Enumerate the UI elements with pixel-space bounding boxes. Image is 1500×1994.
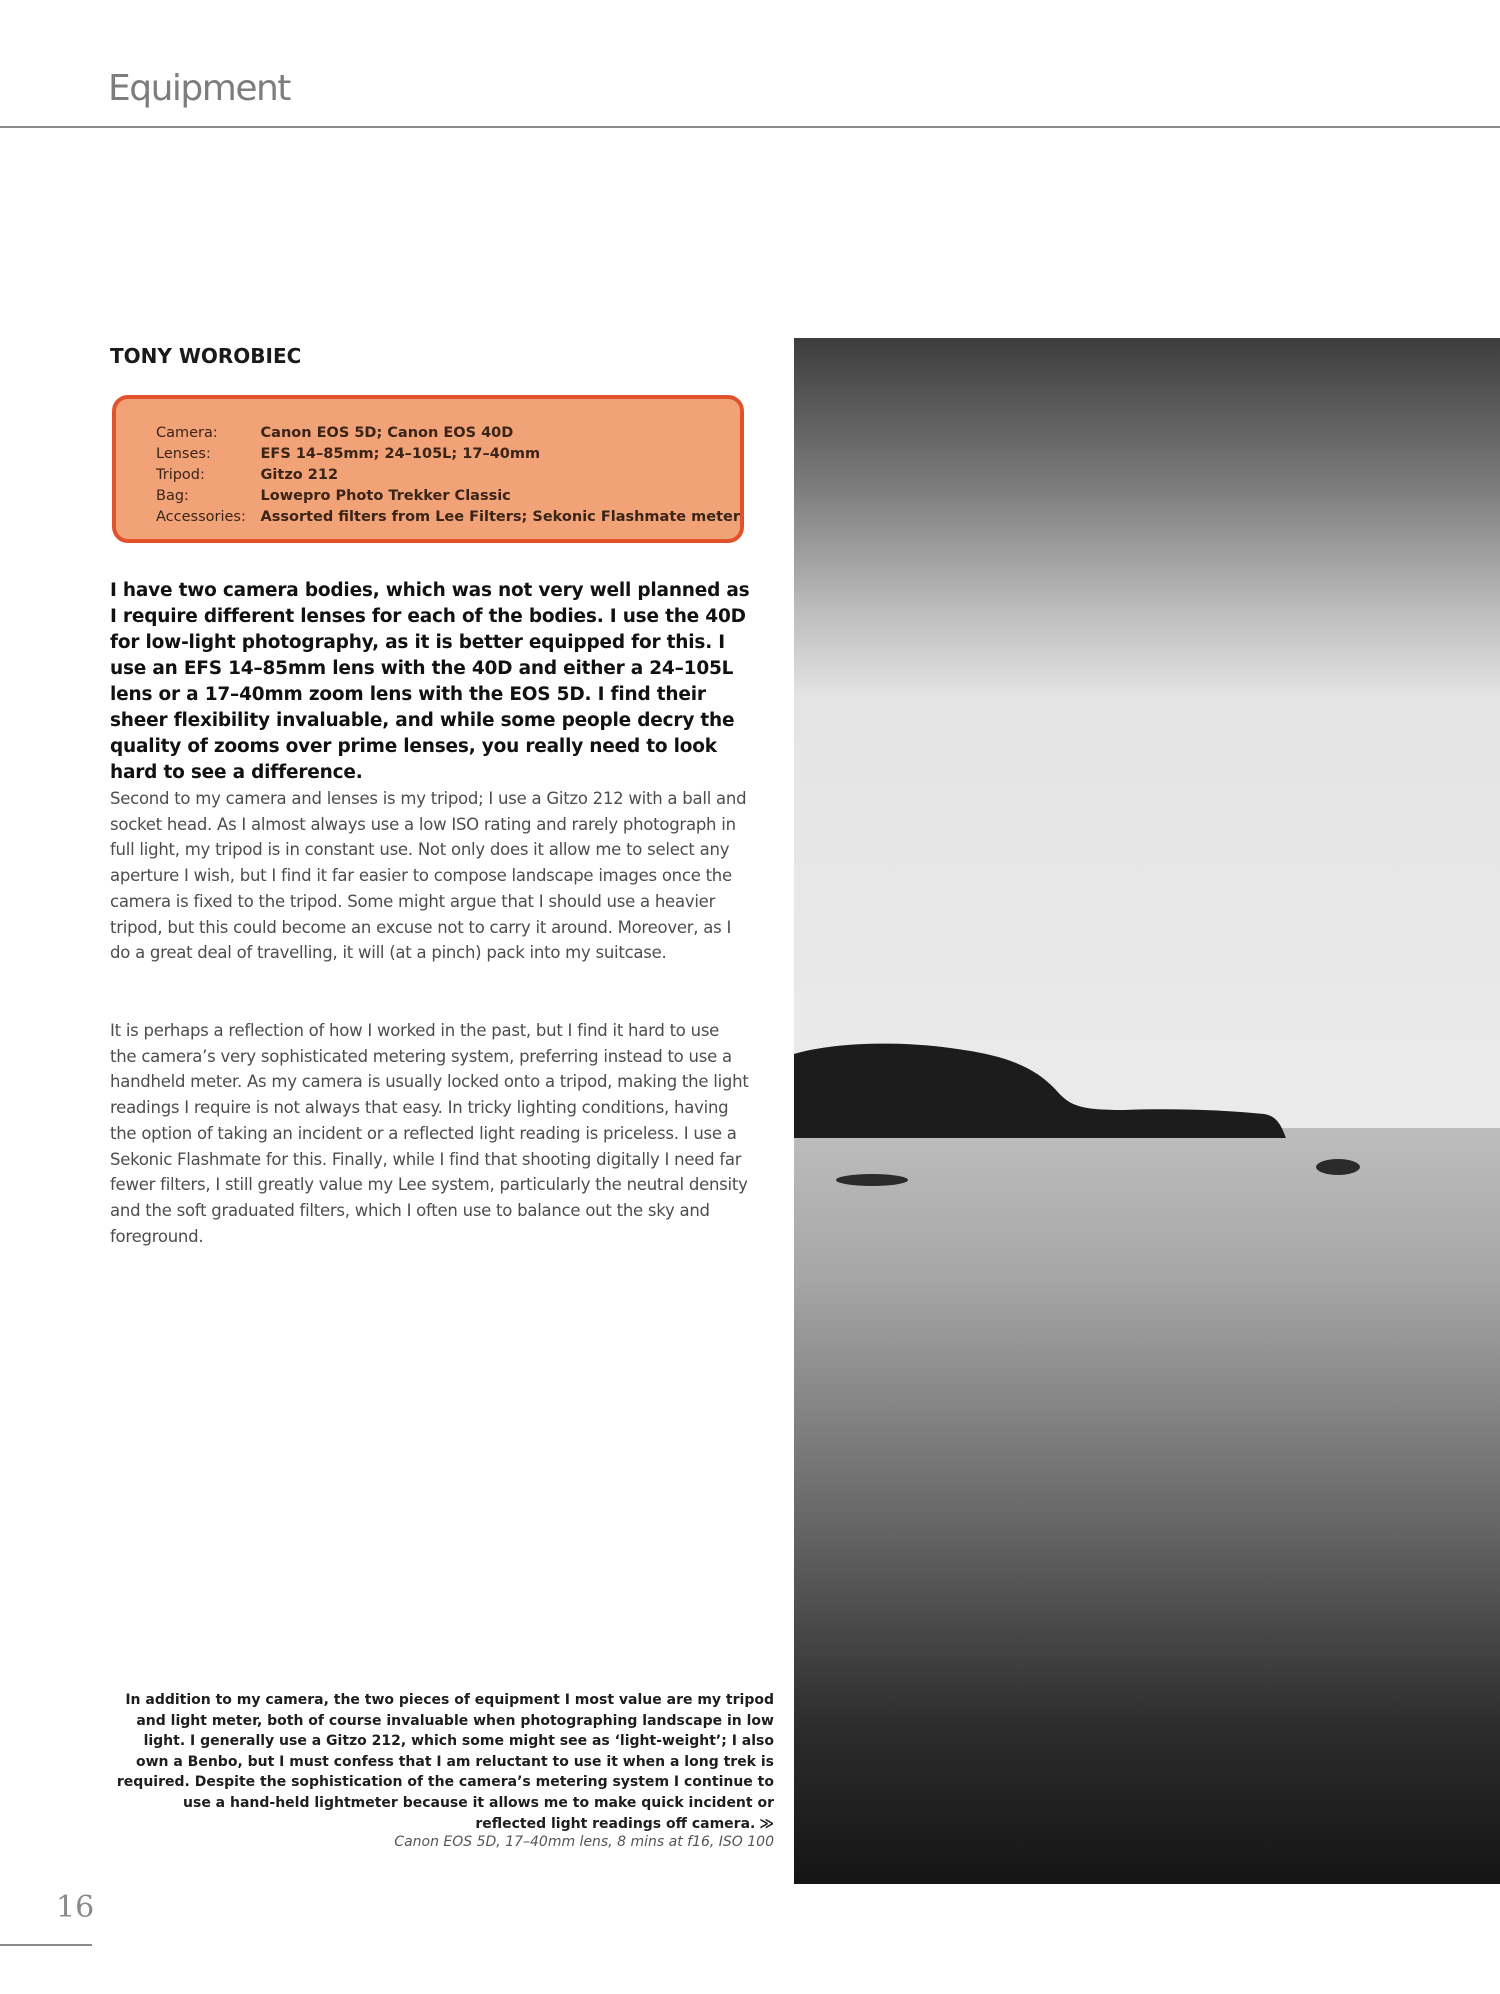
equipment-value: EFS 14–85mm; 24–105L; 17–40mm bbox=[260, 446, 541, 462]
equipment-label: Tripod: bbox=[156, 467, 205, 483]
equipment-list bbox=[156, 423, 740, 528]
body-paragraph: It is perhaps a reflection of how I worked in the past, but I find it hard to use the camera’s very sophisticated metering system, preferring instead to use a handheld meter. As my camera is usually locked onto a tripod, making the light readings I require is not always that easy. In tricky lighting conditions, having the option of taking an incident or a reflected light reading is priceless. I use a Sekonic Flashmate for this. Finally, while I find that shooting digitally I need far fewer filters, I still greatly value my Lee system, particularly the neutral density and the soft graduated filters, which I often use to balance out the sky and foreground. bbox=[110, 1021, 749, 1246]
photo-credit: Canon EOS 5D, 17–40mm lens, 8 mins at f16, ISO 100 bbox=[394, 1834, 774, 1850]
footer-rule bbox=[0, 1944, 92, 1946]
caption-text: In addition to my camera, the two pieces of equipment I most value are my tripod and light meter, both of course invaluable when photographing landscape in low light. I generally use a Gitzo 212, which some might see as ‘light-weight’; I also own a Benbo, but I must confess that I am reluctant to use it when a long trek is required. Despite the sophistication of the camera’s metering system I continue to use a hand-held lightmeter because it allows me to make quick incident or reflected light readings off camera. bbox=[116, 1692, 774, 1832]
equipment-label: Camera: bbox=[156, 425, 218, 441]
equipment-value: Lowepro Photo Trekker Classic bbox=[260, 488, 511, 504]
continue-arrow-icon: ≫ bbox=[759, 1815, 774, 1832]
equipment-value: Gitzo 212 bbox=[260, 467, 339, 483]
equipment-box bbox=[112, 395, 744, 543]
rock-left bbox=[836, 1174, 908, 1186]
landscape-photo bbox=[794, 338, 1500, 1884]
equipment-row bbox=[156, 423, 740, 444]
equipment-row bbox=[156, 486, 740, 507]
equipment-value: Assorted filters from Lee Filters; Sekonic Flashmate meter bbox=[260, 509, 740, 525]
page-number: 16 bbox=[56, 1890, 95, 1925]
equipment-label: Accessories: bbox=[156, 509, 246, 525]
body-paragraph: Second to my camera and lenses is my tripod; I use a Gitzo 212 with a ball and socket head. As I almost always use a low ISO rating and rarely photograph in full light, my tripod is in constant use. Not only does it allow me to select any aperture I wish, but I find it far easier to compose landscape images once the camera is fixed to the tripod. Some might argue that I should use a heavier tripod, but this could become an excuse not to carry it around. Moreover, as I do a great deal of travelling, it will (at a pinch) pack into my suitcase. bbox=[110, 789, 747, 963]
section-title: Equipment bbox=[108, 68, 290, 109]
rock-right bbox=[1316, 1159, 1360, 1175]
equipment-row bbox=[156, 507, 740, 528]
equipment-label: Bag: bbox=[156, 488, 189, 504]
equipment-row bbox=[156, 444, 740, 465]
header-rule bbox=[0, 126, 1500, 128]
equipment-value: Canon EOS 5D; Canon EOS 40D bbox=[260, 425, 514, 441]
equipment-row bbox=[156, 465, 740, 486]
equipment-label: Lenses: bbox=[156, 446, 211, 462]
author-name: TONY WOROBIEC bbox=[110, 344, 302, 368]
lead-paragraph: I have two camera bodies, which was not very well planned as I require different lenses for each of the bodies. I use the 40D for low-light photography, as it is better equipped for this. I use an EFS 14–85mm lens with the 40D and either a 24–105L lens or a 17–40mm zoom lens with the EOS 5D. I find their sheer flexibility invaluable, and while some people decry the quality of zooms over prime lenses, you really need to look hard to see a difference. bbox=[110, 580, 750, 783]
photo-caption bbox=[110, 1690, 774, 1834]
